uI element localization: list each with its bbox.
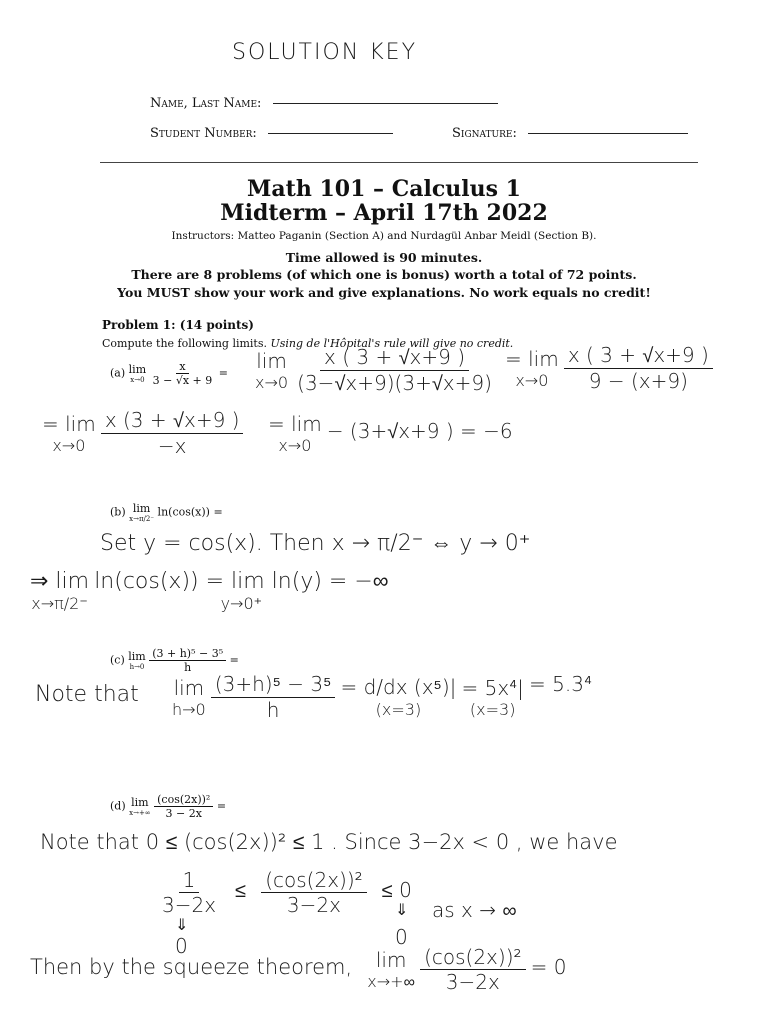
frac-num: x ( 3 + √x+9 ) [320,345,469,371]
part-b-label: (b) [110,505,126,519]
header-divider [100,162,698,163]
derivative-value: = 5x⁴| [461,675,524,700]
student-number-label: Student Number: [150,126,257,141]
exam-title-line2: Midterm – April 17th 2022 [220,200,548,226]
lim-text: lim [128,363,147,376]
part-b-limit [129,502,154,523]
part-b-question [110,502,223,523]
lim-text: lim [128,650,146,663]
step-fraction [420,945,525,994]
frac-den: 3−2x [286,893,341,917]
step-limit [367,948,415,992]
frac-num: x (3 + √x+9 ) [101,408,244,434]
problem1-prompt-text: Compute the following limits. [102,337,267,350]
step-result: ln(cos(x)) = lim ln(y) = −∞ [94,569,389,594]
frac-num: 1 [179,868,200,893]
equals: = [229,653,239,667]
frac-num: (3 + h)⁵ − 3⁵ [149,647,226,661]
squeeze-theorem-text: Then by the squeeze theorem, [30,955,353,979]
frac-num: (3+h)⁵ − 3⁵ [211,672,336,698]
step-result: − (3+√x+9 ) = −6 [326,419,513,443]
part-d-step4 [30,945,566,994]
down-arrow-icon: ⇓ [175,915,189,934]
student-number-field[interactable] [150,122,393,141]
name-underline [273,102,498,104]
part-d-as-limit: as x → ∞ [432,898,517,922]
lim-sub: h→0 [129,663,145,671]
middle-fraction [261,868,366,917]
part-d-label: (d) [110,799,126,813]
lim-text: ⇒ lim [30,568,90,594]
frac-num: (cos(2x))² [154,793,213,807]
zero-value: 0 [175,934,188,958]
step-fraction [101,408,244,458]
part-a-label: (a) [110,366,126,380]
part-b-expression: ln(cos(x)) = [157,505,223,519]
part-c-label: (c) [110,653,125,667]
part-d-limit [129,796,151,817]
step-result: = 5.3⁴ [529,672,592,696]
equals: = [218,366,228,380]
less-equal: ≤ [235,878,247,902]
lower-bound-fraction [158,868,220,917]
frac-den: 3 − 2x [165,807,202,820]
upper-bound: ≤ 0 [381,878,412,902]
step-limit [30,569,89,613]
student-number-underline [268,132,393,134]
frac-den: −x [157,434,187,458]
frac-num: (cos(2x))² [420,945,525,970]
part-d-step1: Note that 0 ≤ (cos(2x))² ≤ 1 . Since 3−2x < 0 , we have [40,830,618,854]
zero-value: 0 [395,925,408,949]
lim-text: = lim [505,346,559,371]
part-c-limit [128,650,145,671]
show-work-note: You MUST show your work and give explanations. No work equals no credit! [117,285,651,300]
lim-sub: h→0 [172,699,206,719]
lim-sub: x→0 [130,376,145,384]
instructors: Instructors: Matteo Paganin (Section A) and Nurdagül Anbar Meidl (Section B). [171,230,597,242]
part-b-step1: Set y = cos(x). Then x → π/2⁻ ⇔ y → 0⁺ [100,531,531,556]
lim-text: = lim [42,411,96,436]
part-a-limit [129,363,146,384]
lim-text: lim [375,947,407,972]
step-result: = 0 [530,955,567,979]
step-fraction [211,672,336,722]
part-c-note: Note that [35,682,139,707]
part-d-question [110,793,226,820]
part-a-step1 [255,345,496,396]
signature-field[interactable] [452,122,688,141]
time-allowed: Time allowed is 90 minutes. [285,250,483,265]
lim-sub: y→0⁺ [220,594,263,613]
part-a-step2 [505,343,713,393]
eval-point: (x=3) [469,699,516,719]
part-d-fraction [154,793,213,820]
equals: = [216,799,227,813]
step-limit [255,349,288,392]
part-c-step [172,672,592,722]
step-derivative [340,675,456,719]
lim-sub: x→0 [52,435,86,455]
frac-num: (cos(2x))² [261,868,366,893]
signature-underline [528,132,688,134]
frac-den: 3−2x [162,893,217,917]
problem1-prompt-note: Using de l'Hôpital's rule will give no credit. [270,337,514,350]
lim-sub: x→0 [255,373,289,392]
step-limit [42,412,96,455]
signature-label: Signature: [452,126,517,141]
step-5x4 [461,676,523,719]
frac-den: 9 − (x+9) [588,369,688,393]
lim-text: lim [256,349,287,373]
lim-sub: x→+∞ [367,971,415,991]
lim-sub: x→+∞ [129,809,151,817]
part-b-step2 [30,568,388,613]
frac-den: (3−√x+9)(3+√x+9) [297,371,492,395]
step-limit [268,412,322,455]
frac-den: h [184,661,192,674]
part-d-step2 [158,868,412,917]
lim-sub: x→0 [515,370,549,390]
exam-title-line1: Math 101 – Calculus 1 [247,176,521,202]
lim-text: lim [173,675,205,700]
name-field[interactable] [150,92,498,111]
problems-count: There are 8 problems (of which one is bonus) worth a total of 72 points. [131,267,637,282]
part-a-question [110,360,228,387]
step-limit [505,347,559,390]
frac-num: x [176,360,188,374]
part-a-fraction [150,360,216,387]
part-a-step3 [42,408,243,458]
eval-point: (x=3) [375,700,422,719]
part-c-question [110,647,239,674]
name-label: Name, Last Name: [150,96,262,111]
down-arrow-icon: ⇓ [395,900,409,919]
frac-den: 3 − √x + 9 [152,374,213,387]
lim-text: = lim [268,412,322,436]
lim-text: lim [132,502,151,515]
lim-sub: x→π/2⁻ [31,593,88,613]
step-fraction [293,345,496,396]
derivative: = d/dx (x⁵)| [340,675,457,699]
step-limit [172,676,206,719]
lim-sub: x→0 [278,436,312,455]
frac-den: 3−2x [445,970,500,994]
problem1-heading: Problem 1: (14 points) [102,318,254,332]
frac-den: h [266,698,280,722]
part-d-arrow-zero-2 [395,900,408,949]
lim-text: lim [131,796,149,809]
lim-sub: x→π/2⁻ [129,515,155,523]
step-fraction [564,343,713,393]
step-expression [94,568,388,613]
solution-key-heading: SOLUTION KEY [232,40,418,65]
frac-num: x ( 3 + √x+9 ) [564,343,713,369]
part-c-fraction [149,647,226,674]
part-a-step4 [268,412,513,455]
